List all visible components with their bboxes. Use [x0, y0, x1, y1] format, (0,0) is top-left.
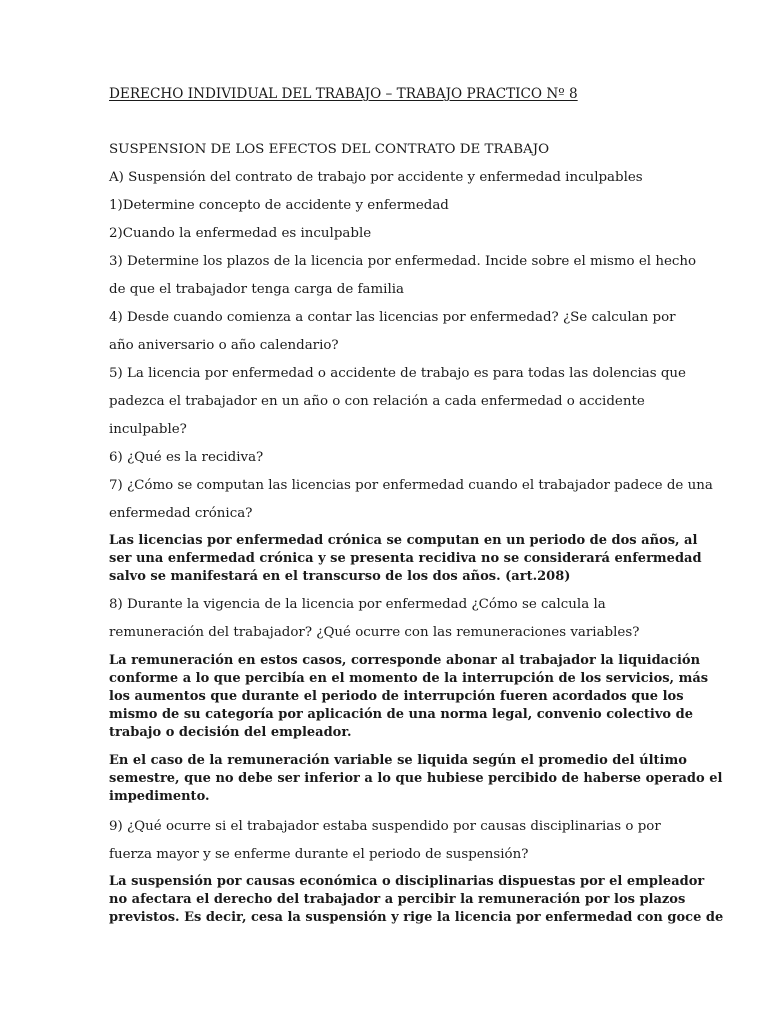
answer-line: trabajo o decisión del empleador.: [109, 725, 352, 740]
answer-line: Las licencias por enfermedad crónica se computan en un periodo de dos años, al: [109, 533, 698, 548]
document-title: DERECHO INDIVIDUAL DEL TRABAJO – TRABAJO PRACTICO Nº 8: [109, 86, 578, 102]
answer-line: conforme a lo que percibía en el momento de la interrupción de los servicios, más: [109, 671, 709, 686]
question-line: 1)Determine concepto de accidente y enfermedad: [109, 198, 449, 213]
question-line: 2)Cuando la enfermedad es inculpable: [109, 226, 372, 241]
answer-line: ser una enfermedad crónica y se presenta recidiva no se considerará enfermedad: [109, 551, 702, 566]
answer-line: semestre, que no debe ser inferior a lo que hubiese percibido de haberse operado el: [109, 771, 723, 786]
question-line: fuerza mayor y se enferme durante el periodo de suspensión?: [109, 847, 529, 862]
answer-line: La suspensión por causas económica o disciplinarias dispuestas por el empleador: [109, 874, 705, 889]
question-line: enfermedad crónica?: [109, 506, 253, 521]
question-line: remuneración del trabajador? ¿Qué ocurre con las remuneraciones variables?: [109, 625, 640, 640]
answer-line: La remuneración en estos casos, corresponde abonar al trabajador la liquidación: [109, 653, 701, 668]
question-line: 7) ¿Cómo se computan las licencias por enfermedad cuando el trabajador padece de una: [109, 478, 713, 493]
question-line: 6) ¿Qué es la recidiva?: [109, 450, 264, 465]
question-line: A) Suspensión del contrato de trabajo por accidente y enfermedad inculpables: [109, 170, 643, 185]
question-line: año aniversario o año calendario?: [109, 338, 339, 353]
question-line: 9) ¿Qué ocurre si el trabajador estaba suspendido por causas disciplinarias o por: [109, 819, 661, 834]
question-line: 3) Determine los plazos de la licencia por enfermedad. Incide sobre el mismo el hecho: [109, 254, 697, 269]
answer-line: impedimento.: [109, 789, 210, 804]
answer-line: salvo se manifestará en el transcurso de los dos años. (art.208): [109, 569, 571, 584]
answer-line: mismo de su categoría por aplicación de una norma legal, convenio colectivo de: [109, 707, 693, 722]
question-line: de que el trabajador tenga carga de familia: [109, 282, 404, 297]
answer-line: no afectara el derecho del trabajador a percibir la remuneración por los plazos: [109, 892, 686, 907]
question-line: 4) Desde cuando comienza a contar las licencias por enfermedad? ¿Se calculan por: [109, 310, 676, 325]
question-line: padezca el trabajador en un año o con relación a cada enfermedad o accidente: [109, 394, 645, 409]
question-line: 5) La licencia por enfermedad o accidente de trabajo es para todas las dolencias que: [109, 366, 686, 381]
answer-line: previstos. Es decir, cesa la suspensión y rige la licencia por enfermedad con goce de: [109, 910, 724, 925]
question-line: inculpable?: [109, 422, 187, 437]
answer-line: En el caso de la remuneración variable se liquida según el promedio del último: [109, 753, 687, 768]
section-heading: SUSPENSION DE LOS EFECTOS DEL CONTRATO DE TRABAJO: [109, 142, 550, 157]
question-line: 8) Durante la vigencia de la licencia por enfermedad ¿Cómo se calcula la: [109, 597, 606, 612]
answer-line: los aumentos que durante el periodo de interrupción fueren acordados que los: [109, 689, 684, 704]
